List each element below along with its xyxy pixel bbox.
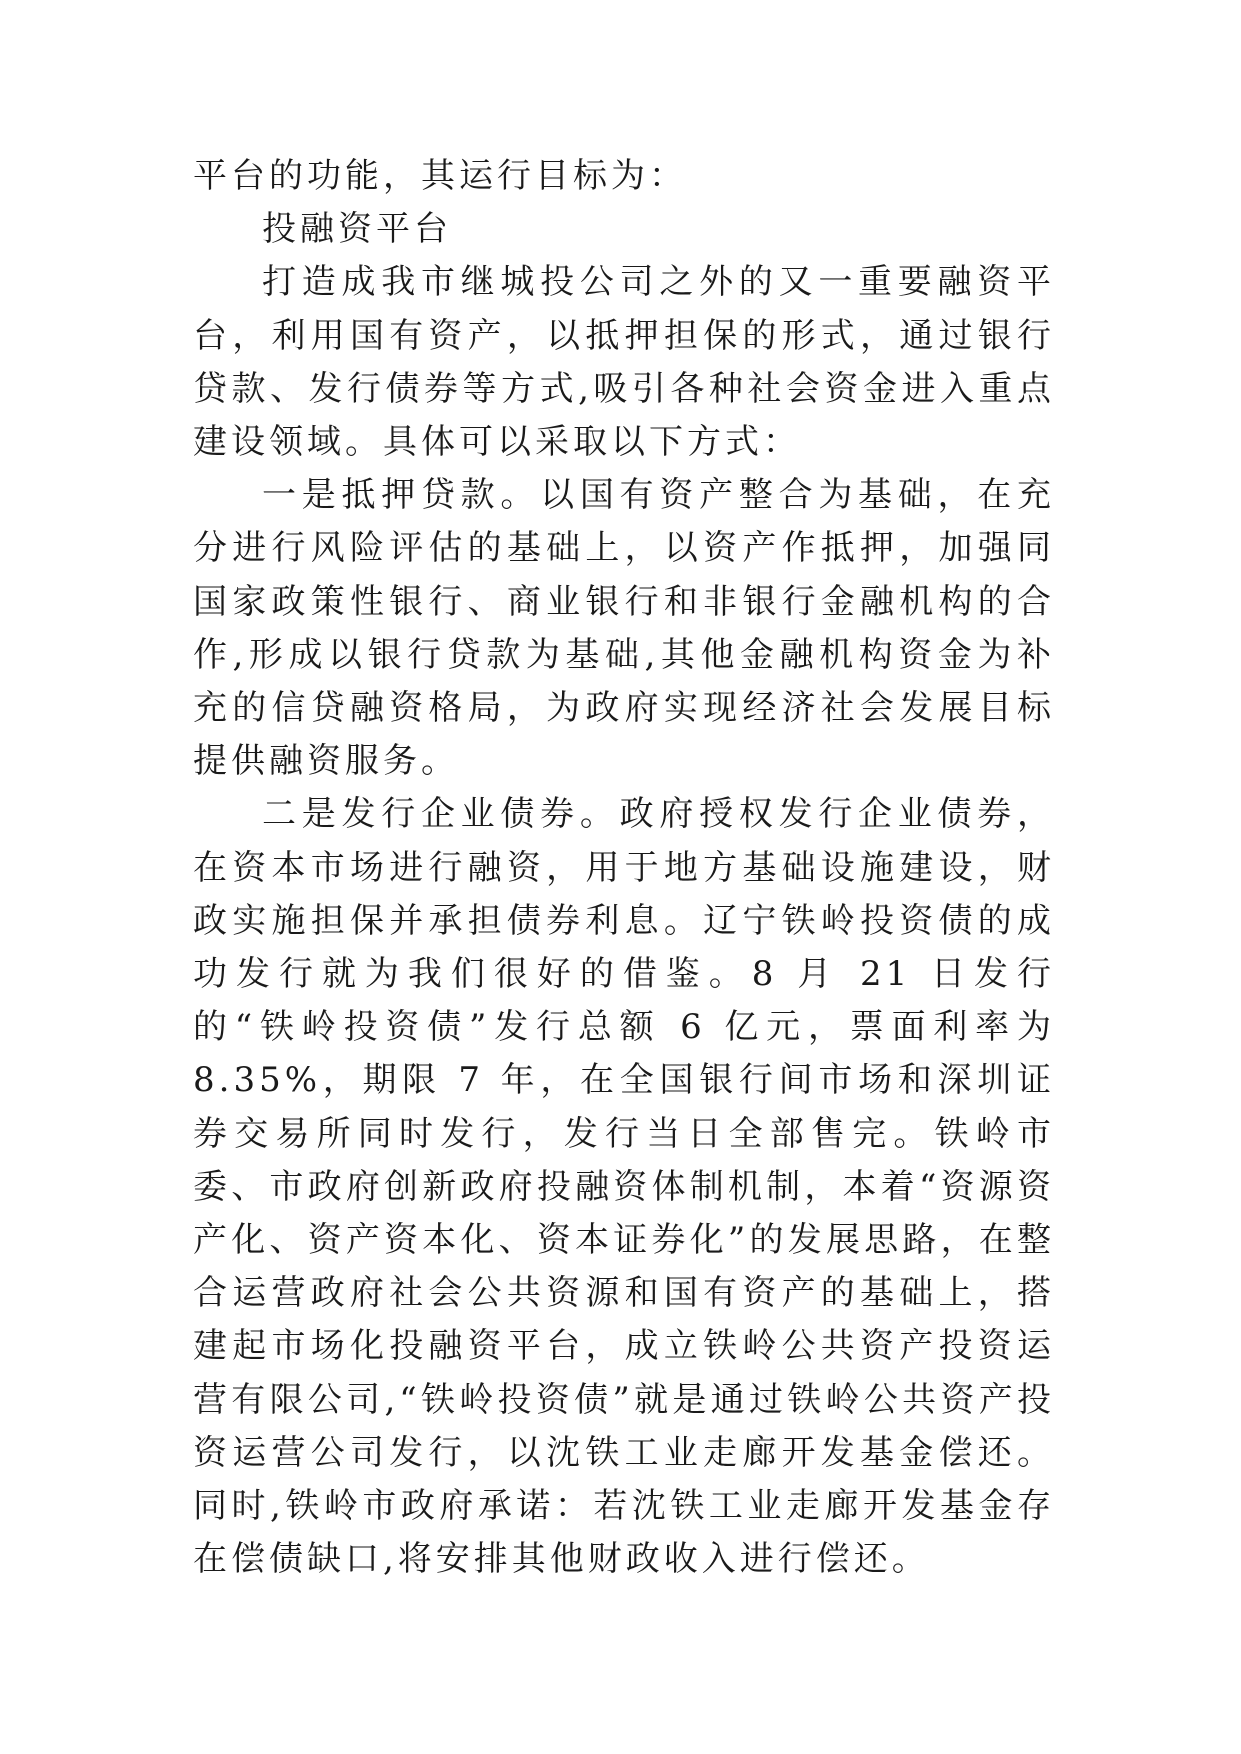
- section-heading: 投融资平台: [262, 209, 452, 250]
- paragraph-continuation: 平台的功能，其运行目标为：: [193, 156, 687, 196]
- paragraph-corporate-bonds: 二是发行企业债券。政府授权发行企业债券，在资本市场进行融资，用于地方基础设施建设，财政实施担保并承担债券利息。辽宁铁岭投资债的成功发行就为我们很好的借鉴。8 月 21 日发行的“铁岭投资债”发行总额 6 亿元，票面利率为 8.35%，期限 7 年，在全国银行间市场和深圳证券交易所同时发行，发行当日全部售完。铁岭市委、市政府创新政府投融资体制机制，本着“资源资产化、资产资本化、资本证券化”的发展思路，在整合运营政府社会公共资源和国有资产的基础上，搭建起市场化投融资平台，成立铁岭公共资产投资运营有限公司,“铁岭投资债”就是通过铁岭公共资产投资运营公司发行，以沈铁工业走廊开发基金偿还。同时,铁岭市政府承诺：若沈铁工业走廊开发基金存在偿债缺口,将安排其他财政收入进行偿还。: [193, 794, 1055, 1580]
- document-page: [193, 150, 1055, 1586]
- paragraph-mortgage-loan: 一是抵押贷款。以国有资产整合为基础，在充分进行风险评估的基础上，以资产作抵押，加强同国家政策性银行、商业银行和非银行金融机构的合作,形成以银行贷款为基础,其他金融机构资金为补充的信贷融资格局，为政府实现经济社会发展目标提供融资服务。: [193, 475, 1055, 782]
- paragraph-intro: 打造成我市继城投公司之外的又一重要融资平台，利用国有资产，以抵押担保的形式，通过银行贷款、发行债券等方式,吸引各种社会资金进入重点建设领域。具体可以采取以下方式：: [193, 262, 1055, 463]
